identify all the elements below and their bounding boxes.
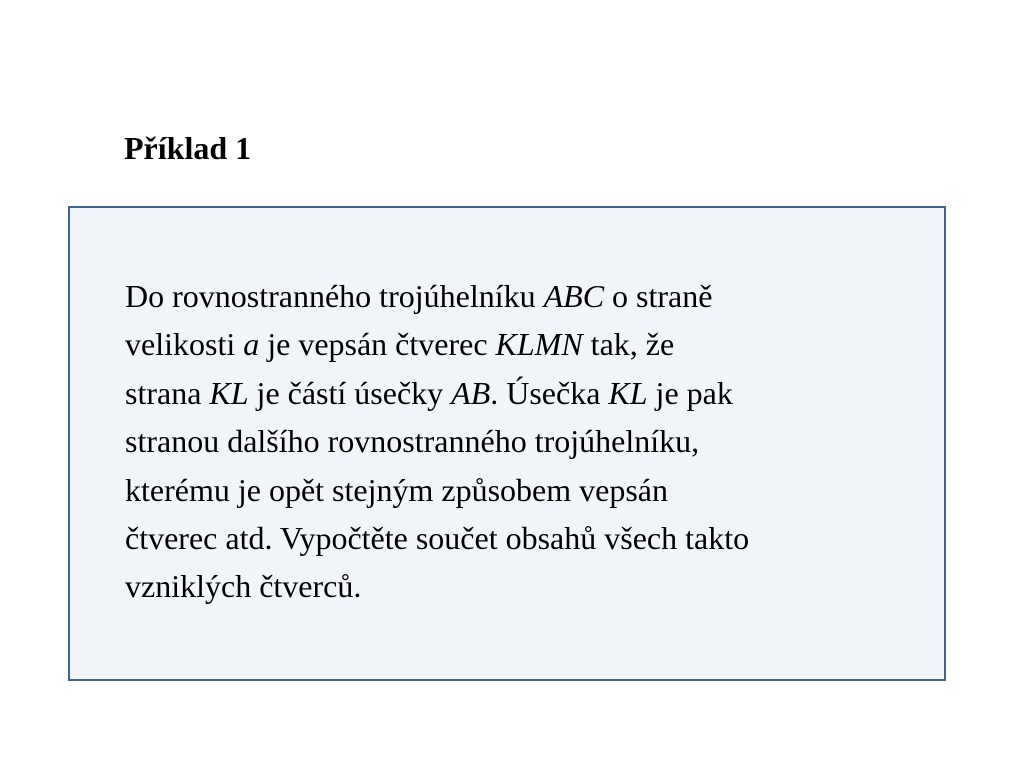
problem-box — [68, 206, 946, 681]
problem-line — [125, 369, 915, 417]
math-variable: a — [243, 326, 260, 363]
text-segment: stranou dalšího rovnostranného trojúhelníku, — [125, 423, 700, 460]
problem-line — [125, 417, 915, 465]
text-segment: Do rovnostranného trojúhelníku — [125, 278, 544, 314]
problem-line — [125, 466, 915, 514]
text-segment: . Úsečka — [490, 374, 609, 411]
problem-line — [125, 320, 915, 368]
math-variable: ABC — [543, 278, 605, 314]
math-variable: AB — [451, 374, 491, 411]
text-segment: o straně — [604, 278, 713, 314]
math-variable: KL — [209, 374, 249, 411]
text-segment: vzniklých čtverců. — [125, 568, 362, 605]
problem-line — [125, 272, 915, 320]
problem-line — [125, 562, 915, 610]
text-segment: kterému je opět stejným způsobem vepsán — [125, 471, 668, 508]
text-segment: čtverec atd. Vypočtěte součet obsahů všech takto — [125, 520, 750, 557]
problem-line — [125, 514, 915, 562]
text-segment: velikosti — [125, 326, 244, 363]
page-title: Příklad 1 — [124, 130, 252, 166]
math-variable: KL — [608, 374, 648, 411]
text-segment: je částí úsečky — [248, 374, 452, 411]
text-segment: tak, že — [582, 326, 675, 363]
text-segment: je vepsán čtverec — [259, 326, 496, 363]
math-variable: KLMN — [495, 326, 583, 363]
text-segment: strana — [125, 374, 210, 411]
problem-text — [125, 272, 915, 611]
text-segment: je pak — [647, 374, 733, 411]
